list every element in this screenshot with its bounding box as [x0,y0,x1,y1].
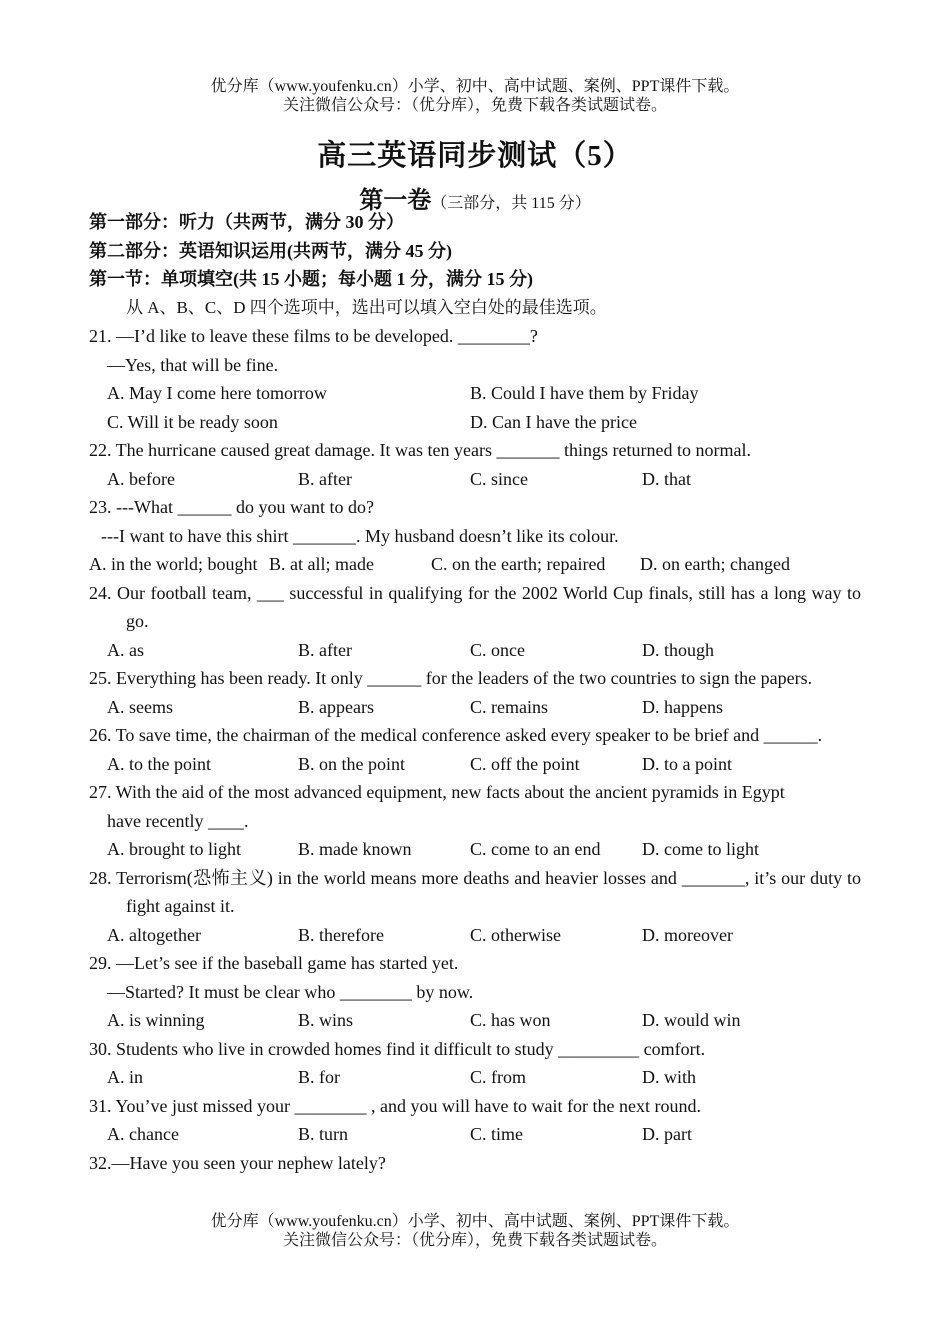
part2-heading: 第二部分：英语知识运用(共两节，满分 45 分) [89,240,452,261]
question-stem: 24. Our football team, ___ successful in qualifying for the 2002 World Cup finals, still has a long way to go. [89,582,861,631]
header-line-2: 关注微信公众号：（优分库），免费下载各类试题试卷。 [282,97,667,114]
question-stem: 26. To save time, the chairman of the medical conference asked every speaker to be brief and ______. [89,725,823,745]
question-continuation: have recently ____. [107,810,249,831]
options-row [89,921,861,950]
footer-line-2: 关注微信公众号：（优分库），免费下载各类试题试卷。 [282,1232,667,1249]
option: A. brought to light [107,839,241,859]
option: D. would win [642,1010,741,1030]
question-reply: —Started? It must be clear who ________ by now. [107,981,474,1002]
option: A. chance [107,1124,179,1144]
option: A. to the point [107,753,211,774]
page-footer [0,1212,950,1250]
option: B. appears [298,696,374,717]
option: D. though [642,639,714,660]
question-reply: ---I want to have this shirt _______. My husband doesn’t like its colour. [101,525,619,546]
options-row [89,1006,861,1035]
page-header [0,77,950,115]
options-row [89,1063,861,1092]
option: A. as [107,639,144,660]
options-row [89,379,861,408]
option: C. otherwise [470,924,561,945]
option: B. made known [298,839,412,859]
option: B. wins [298,1010,354,1030]
option: A. altogether [107,924,201,945]
section1-heading: 第一节：单项填空(共 15 小题；每小题 1 分，满分 15 分) [89,269,533,289]
option: C. off the point [470,753,580,774]
option: C. come to an end [470,839,601,859]
option: D. moreover [642,924,733,945]
volume-note: （三部分，共 115 分） [431,195,591,212]
question-stem: 22. The hurricane caused great damage. It was ten years _______ things returned to normal. [89,440,751,460]
option: B. on the point [298,753,405,774]
options-row [89,750,861,779]
option: B. at all; made [269,554,374,574]
option: B. Could I have them by Friday [470,383,699,403]
options-row [89,408,861,437]
option: C. remains [470,696,548,717]
question-stem: 21. —I’d like to leave these films to be developed. ________? [89,326,538,346]
option: D. happens [642,696,723,717]
option: D. Can I have the price [470,411,637,432]
option: B. therefore [298,924,384,945]
options-row [89,693,861,722]
option: A. May I come here tomorrow [107,383,327,403]
question-stem: 30. Students who live in crowded homes find it difficult to study _________ comfort. [89,1038,706,1059]
option: C. once [470,639,525,660]
header-line-1: 优分库（www.youfenku.cn）小学、初中、高中试题、案例、PPT课件下载。 [210,78,740,95]
option: C. Will it be ready soon [107,411,278,432]
options-row [89,636,861,665]
question-stem: 29. —Let’s see if the baseball game has started yet. [89,953,459,973]
options-row [89,550,861,579]
footer-line-1: 优分库（www.youfenku.cn）小学、初中、高中试题、案例、PPT课件下载。 [210,1213,740,1230]
volume-title: 第一卷 [359,188,432,214]
option: B. turn [298,1124,349,1144]
option: D. that [642,468,691,489]
option: B. after [298,468,352,489]
option: A. is winning [107,1010,205,1030]
option: C. from [470,1067,526,1087]
option: A. in the world; bought [89,554,258,574]
exam-content [89,208,861,1177]
option: C. since [470,468,528,489]
option: C. has won [470,1010,551,1030]
option: D. come to light [642,839,759,859]
instruction: 从 A、B、C、D 四个选项中，选出可以填入空白处的最佳选项。 [126,297,607,317]
option: A. seems [107,696,173,717]
option: D. to a point [642,753,732,774]
option: A. in [107,1067,143,1087]
question-stem: 25. Everything has been ready. It only ______ for the leaders of the two countries to sign the papers. [89,668,813,688]
option: D. part [642,1124,692,1144]
option: B. for [298,1067,340,1087]
options-row [89,465,861,494]
option: C. time [470,1124,523,1144]
question-reply: —Yes, that will be fine. [107,354,279,375]
page-title: 高三英语同步测试（5） [317,140,633,172]
question-stem: 31. You’ve just missed your ________ , and you will have to wait for the next round. [89,1095,701,1116]
option: D. with [642,1067,696,1087]
question-stem: 28. Terrorism(恐怖主义) in the world means more deaths and heavier losses and _______, it’s our duty to fight against it. [89,867,861,916]
question-stem: 23. ---What ______ do you want to do? [89,497,374,517]
option: B. after [298,639,352,660]
question-stem: 27. With the aid of the most advanced equipment, new facts about the ancient pyramids in Egypt [89,782,785,802]
option: C. on the earth; repaired [431,554,606,574]
options-row [89,835,861,864]
question-stem: 32.—Have you seen your nephew lately? [89,1152,386,1173]
option: D. on earth; changed [640,554,790,574]
options-row [89,1120,861,1149]
option: A. before [107,468,175,489]
part1-heading: 第一部分：听力（共两节，满分 30 分） [89,212,404,232]
